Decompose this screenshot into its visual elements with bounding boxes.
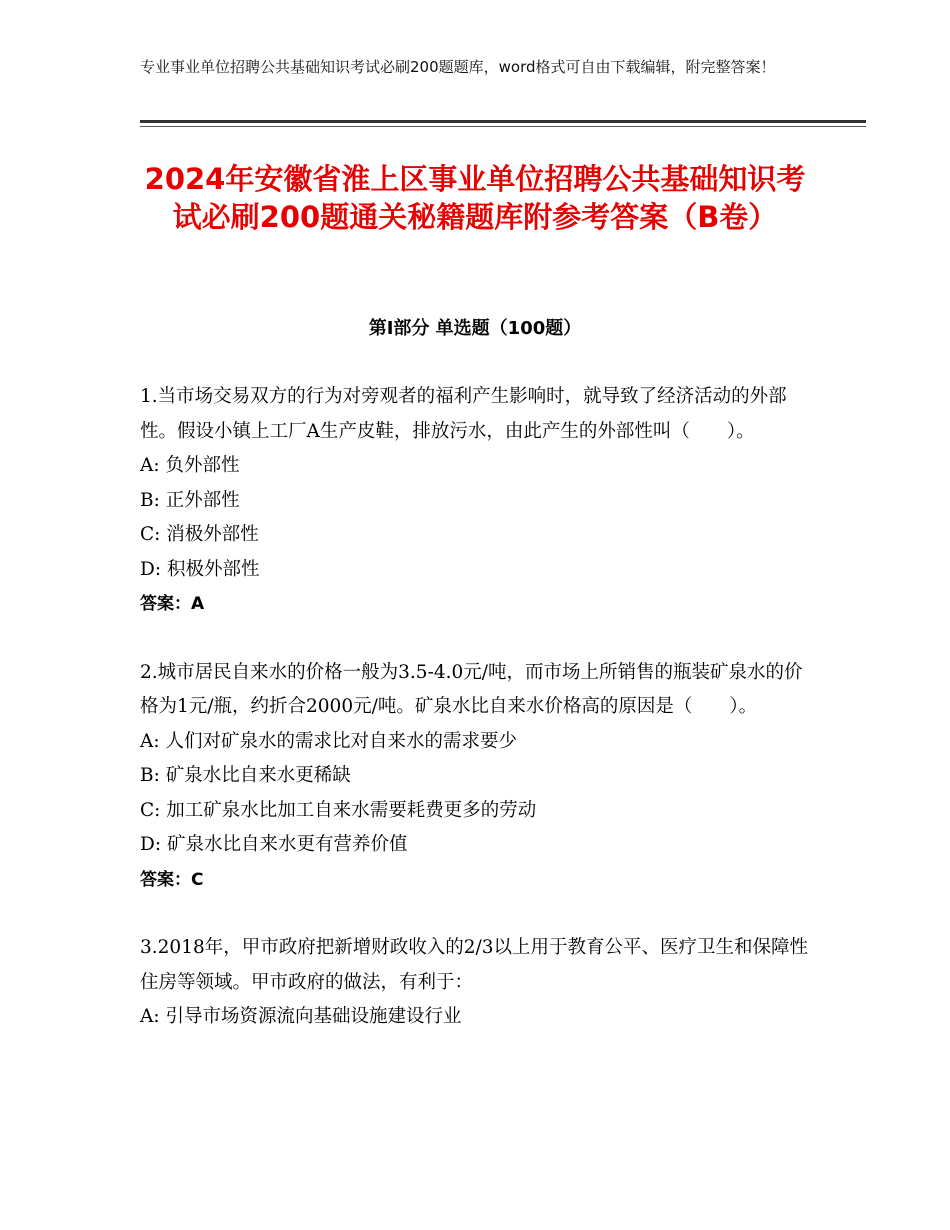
answer-line: 答案：C xyxy=(140,869,204,890)
question-stem: 1.当市场交易双方的行为对旁观者的福利产生影响时，就导致了经济活动的外部性。假设小镇上工厂A生产皮鞋，排放污水，由此产生的外部性叫（ ）。 xyxy=(140,386,787,442)
header-rule-thick xyxy=(140,120,866,123)
option-d: D: 矿泉水比自来水更有营养价值 xyxy=(140,834,408,855)
option-a: A: 引导市场资源流向基础设施建设行业 xyxy=(140,1006,462,1027)
question-list xyxy=(140,380,820,1069)
option-a: A: 人们对矿泉水的需求比对自来水的需求要少 xyxy=(140,730,517,752)
option-c: C: 消极外部性 xyxy=(140,524,259,545)
document-title: 2024年安徽省淮上区事业单位招聘公共基础知识考试必刷200题通关秘籍题库附参考答案（B卷） xyxy=(144,162,806,234)
option-b: B: 矿泉水比自来水更稀缺 xyxy=(140,765,351,786)
question-stem: 3.2018年，甲市政府把新增财政收入的2/3以上用于教育公平、医疗卫生和保障性住房等领域。甲市政府的做法，有利于： xyxy=(140,937,809,993)
header-note: 专业事业单位招聘公共基础知识考试必刷200题题库，word格式可自由下载编辑，附完整答案！ xyxy=(140,58,776,76)
question-stem: 2.城市居民自来水的价格一般为3.5-4.0元/吨，而市场上所销售的瓶装矿泉水的价格为1元/瓶，约折合2000元/吨。矿泉水比自来水价格高的原因是（ ）。 xyxy=(140,661,803,717)
question-item xyxy=(140,656,820,898)
question-item xyxy=(140,931,820,1035)
option-a: A: 负外部性 xyxy=(140,455,240,476)
option-c: C: 加工矿泉水比加工自来水需要耗费更多的劳动 xyxy=(140,799,537,821)
option-b: B: 正外部性 xyxy=(140,489,240,511)
answer-line: 答案：A xyxy=(140,594,205,614)
section-heading: 第Ⅰ部分 单选题（100题） xyxy=(368,318,582,339)
header-rule-thin xyxy=(140,126,866,127)
question-item xyxy=(140,380,820,622)
option-d: D: 积极外部性 xyxy=(140,558,260,580)
